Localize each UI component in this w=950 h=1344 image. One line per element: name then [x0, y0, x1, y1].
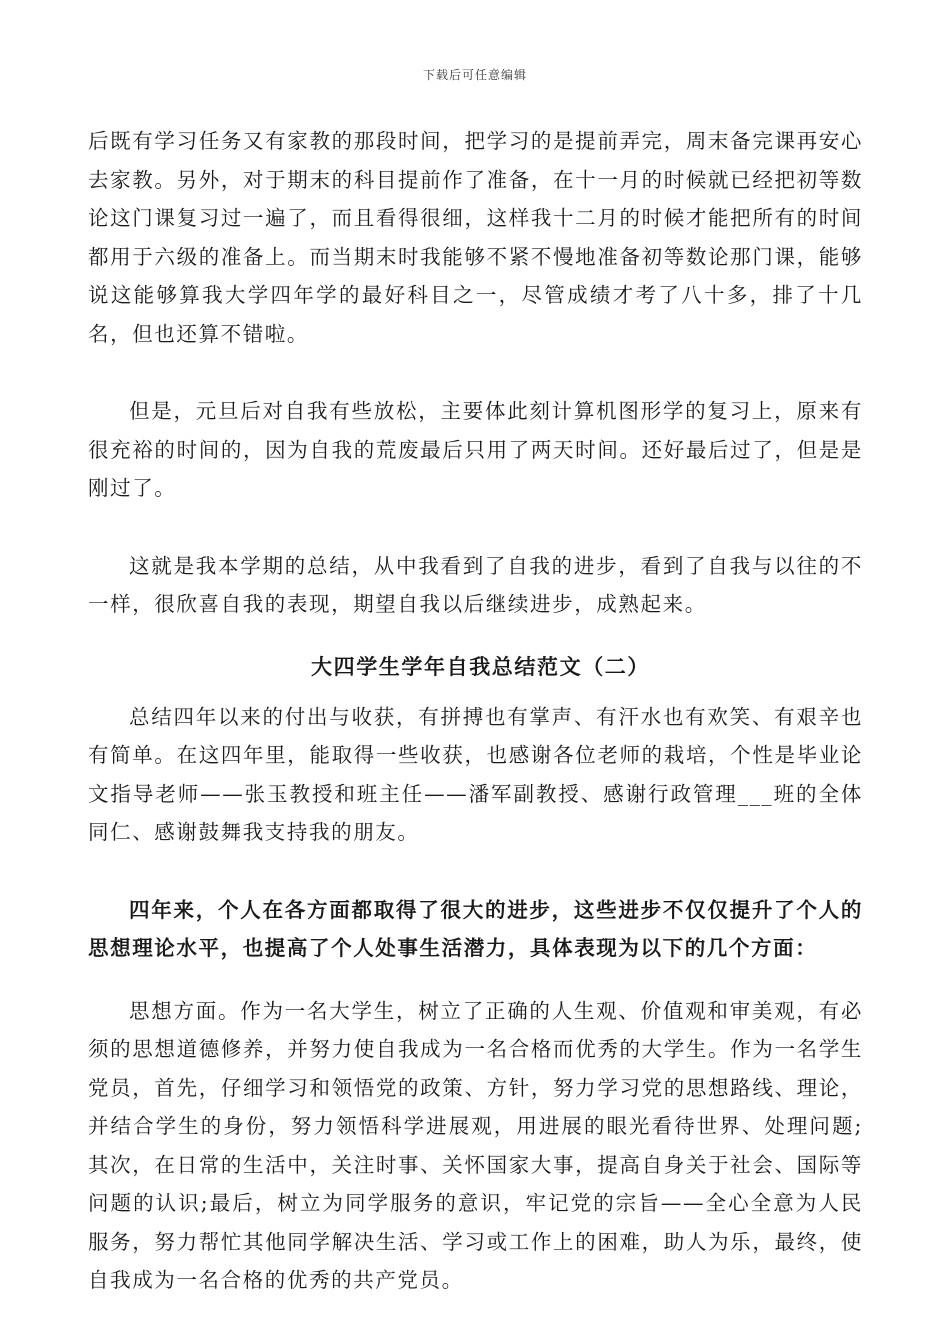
paragraph-progress-bold: 四年来，个人在各方面都取得了很大的进步，这些进步不仅仅提升了个人的思想理论水平，也提高了个人处事生活潜力，具体表现为以下的几个方面：: [88, 897, 863, 960]
paragraph-four-years: 总结四年以来的付出与收获，有拼搏也有掌声、有汗水也有欢笑、有艰辛也有简单。在这四年里，能取得一些收获，也感谢各位老师的栽培，个性是毕业论文指导老师——张玉教授和班主任——潘军副教授、感谢行政管理___班的全体同仁、感谢鼓舞我支持我的朋友。: [88, 704, 863, 844]
document-body: [88, 122, 863, 1300]
paragraph-semester-summary: 这就是我本学期的总结，从中我看到了自我的进步，看到了自我与以往的不一样，很欣喜自我的表现，期望自我以后继续进步，成熟起来。: [88, 553, 863, 616]
paragraph-continuation: 后既有学习任务又有家教的那段时间，把学习的是提前弄完，周末备完课再安心去家教。另外，对于期末的科目提前作了准备，在十一月的时候就已经把初等数论这门课复习过一遍了，而且看得很细，这样我十二月的时候才能把所有的时间都用于六级的准备上。而当期末时我能够不紧不慢地准备初等数论那门课，能够说这能够算我大学四年学的最好科目之一，尽管成绩才考了八十多，排了十几名，但也还算不错啦。: [88, 129, 863, 346]
page-header: 下载后可任意编辑: [422, 68, 527, 82]
section-title: 大四学生学年自我总结范文（二）: [311, 653, 650, 679]
paragraph-ideology: 思想方面。作为一名大学生，树立了正确的人生观、价值观和审美观，有必须的思想道德修养，并努力使自我成为一名合格而优秀的大学生。作为一名学生党员，首先，仔细学习和领悟党的政策、方针，努力学习党的思想路线、理论，并结合学生的身份，努力领悟科学进展观，用进展的眼光看待世界、处理问题;其次，在日常的生活中，关注时事、关怀国家大事，提高自身关于社会、国际等问题的认识;最后，树立为同学服务的意识，牢记党的宗旨——全心全意为人民服务，努力帮忙其他同学解决生活、学习或工作上的困难，助人为乐，最终，使自我成为一名合格的优秀的共产党员。: [88, 998, 863, 1292]
paragraph-new-year: 但是，元旦后对自我有些放松，主要体此刻计算机图形学的复习上，原来有很充裕的时间的，因为自我的荒废最后只用了两天时间。还好最后过了，但是是刚过了。: [88, 399, 863, 500]
